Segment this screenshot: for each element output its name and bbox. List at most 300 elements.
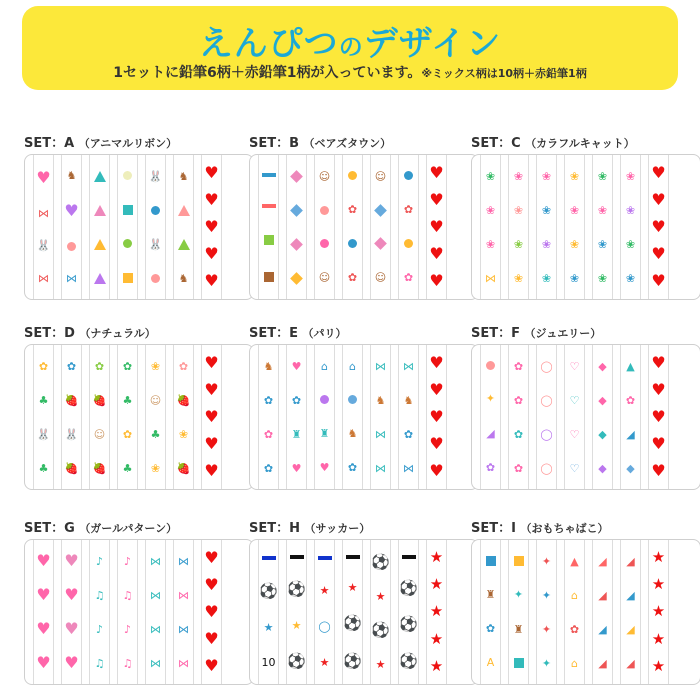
pencil-motif: ❀ (178, 427, 189, 441)
pencil-motif: ★ (319, 584, 330, 598)
pencil-motif: ♜ (319, 426, 330, 440)
pencil-motif: 🐰 (148, 170, 163, 183)
pencil (33, 345, 54, 489)
pencil-motif: ✦ (541, 622, 552, 636)
pencil-motif: ✿ (347, 461, 358, 475)
pencil-motif: ♥ (204, 629, 219, 649)
pencil-motif: ✿ (94, 359, 105, 373)
pencil-motif: ❀ (150, 461, 161, 475)
header-banner (22, 6, 678, 90)
pencil-motif (123, 273, 133, 283)
red-pencil (426, 345, 447, 489)
pencil-motif: ⋈ (403, 359, 414, 373)
pencil-motif (290, 170, 303, 183)
pencil-motif: ⚽ (399, 615, 418, 634)
pencil-motif: ♥ (429, 162, 444, 182)
pencil-motif: ♥ (36, 585, 51, 604)
pencil-motif: 🍓 (176, 461, 191, 475)
pencil-motif: ❀ (625, 271, 636, 285)
red-pencil (426, 540, 447, 684)
pencil (398, 155, 419, 299)
set-code: SET：G (24, 521, 80, 536)
pencil-motif: ♫ (94, 588, 105, 602)
pencil-set-f (471, 322, 700, 490)
pencil-motif: 10 (261, 656, 276, 670)
pencil-motif: ★ (429, 629, 444, 648)
pencil-motif: ★ (375, 589, 386, 603)
set-label (24, 517, 254, 537)
pencil-motif: ♥ (651, 162, 666, 182)
pencil-motif: ❀ (625, 169, 636, 183)
pencil-motif: 🐰 (36, 427, 51, 441)
pencil-motif: ⋈ (150, 656, 161, 670)
pencil-motif: ♥ (651, 244, 666, 264)
pencil-motif: ◢ (598, 656, 607, 670)
pencil-motif: ♞ (178, 271, 189, 285)
pencil-motif: ☺ (93, 427, 106, 441)
pencil (173, 345, 194, 489)
pencil-motif (320, 239, 329, 248)
set-code: SET：F (471, 326, 525, 341)
pencil-motif (123, 171, 132, 180)
subtitle (22, 62, 678, 82)
set-code: SET：H (249, 521, 305, 536)
set-name: （パリ） (302, 327, 347, 340)
pencil-motif: ✿ (347, 271, 358, 284)
pencil-motif: ♜ (485, 587, 496, 601)
pencil-motif: ⚽ (259, 581, 278, 600)
pencil (564, 345, 585, 489)
pencil (314, 345, 335, 489)
pencil-motif (178, 205, 190, 216)
pencil-motif: ✿ (403, 203, 414, 216)
pencil-set-i (471, 517, 700, 685)
pencil (286, 540, 307, 684)
pencil (564, 155, 585, 299)
pencil (536, 155, 557, 299)
set-code: SET：E (249, 326, 303, 341)
pencil-motif: ✿ (513, 461, 524, 475)
title-part-3: デザイン (363, 24, 502, 64)
set-name: （アニマルリボン） (78, 137, 178, 150)
pencil-motif: ❀ (625, 203, 636, 217)
pencil (564, 540, 585, 684)
pencil-motif: ⋈ (375, 461, 386, 475)
pencil-motif: ♥ (429, 461, 444, 481)
pencil-motif: ♥ (204, 656, 219, 676)
pencil-motif: ◢ (598, 554, 607, 568)
pencil-motif (262, 204, 276, 208)
pencil (145, 540, 166, 684)
pencil-set-b (249, 132, 479, 300)
set-label (471, 132, 700, 152)
title-part-2: の (338, 33, 364, 61)
pencil (258, 540, 279, 684)
pencil (480, 155, 501, 299)
pencil-motif: ❀ (513, 203, 524, 217)
pencil (592, 155, 613, 299)
pencil-motif: ⚽ (371, 620, 390, 639)
pencil-motif: ⌂ (349, 359, 356, 373)
pencil-motif (94, 205, 106, 216)
pencil-motif: 🍓 (176, 393, 191, 407)
red-pencil (201, 155, 222, 299)
pencil-motif: ♪ (123, 554, 132, 568)
pencil-motif: ✿ (122, 359, 133, 373)
pencil-motif: ⋈ (375, 359, 386, 373)
pencil-motif: ❀ (625, 237, 636, 251)
pencil-motif: ♡ (569, 427, 580, 441)
pencil-motif: ♥ (204, 574, 219, 594)
pencil-motif: ◢ (486, 426, 495, 440)
pencil-motif: ★ (429, 602, 444, 621)
pencil-motif (262, 556, 276, 560)
red-pencil (201, 345, 222, 489)
pencil-motif: ♪ (95, 622, 104, 636)
pencil-motif: ♥ (64, 201, 79, 221)
pencil-motif: ◯ (318, 619, 331, 633)
pencil-motif (402, 555, 416, 559)
pencil-motif: ◢ (626, 622, 635, 636)
pencil-motif: ♫ (122, 588, 133, 602)
pencil (314, 155, 335, 299)
pencil-motif: ✦ (513, 588, 524, 602)
pencil-motif: ❀ (513, 237, 524, 251)
pencil (173, 155, 194, 299)
pencil (258, 345, 279, 489)
pencil-motif: ✿ (263, 393, 274, 407)
pencil-motif: ✿ (569, 622, 580, 636)
pencil-motif (348, 239, 357, 248)
pencil (370, 540, 391, 684)
pencil-motif (486, 361, 495, 370)
pencil (370, 345, 391, 489)
pencil-motif: ⚽ (343, 651, 362, 670)
pencil-set-c (471, 132, 700, 300)
pencil-motif: ★ (651, 548, 666, 567)
pencil (508, 155, 529, 299)
pencil (89, 155, 110, 299)
pencil-motif: ◆ (598, 393, 607, 407)
pencil-motif: ★ (651, 602, 666, 621)
pencil (145, 345, 166, 489)
pencil (61, 155, 82, 299)
pencil-motif: ◯ (540, 461, 553, 475)
pencil-motif: ♪ (95, 554, 104, 568)
pencil-motif: ❀ (597, 169, 608, 183)
pencil (314, 540, 335, 684)
pencil-motif: ♣ (150, 427, 161, 441)
pencil (592, 540, 613, 684)
pencil-motif: 🍓 (64, 393, 79, 407)
pencil-motif: ★ (651, 575, 666, 594)
pencil-motif: ♥ (291, 359, 302, 373)
pencil-motif: ⋈ (178, 554, 189, 568)
pencil-motif: ❀ (597, 237, 608, 251)
set-code: SET：A (24, 136, 79, 151)
pencil-motif: ♥ (429, 189, 444, 209)
pencil-motif: ❀ (150, 359, 161, 373)
pencil-motif: ♥ (651, 379, 666, 399)
pencil-motif: ♥ (36, 653, 51, 672)
pencil-motif (67, 242, 76, 251)
pencil-motif: ♜ (291, 427, 302, 441)
pencil-motif: ♥ (36, 619, 51, 638)
pencil (342, 540, 363, 684)
pencil-image (249, 539, 479, 685)
set-name: （ガールパターン） (79, 522, 178, 535)
pencil-motif: 🍓 (92, 393, 107, 407)
pencil-motif (123, 239, 132, 248)
pencil-motif: ◢ (598, 588, 607, 602)
pencil (61, 540, 82, 684)
pencil-motif: ✿ (122, 427, 133, 441)
pencil-motif: ✿ (403, 271, 414, 284)
pencil-motif: 🐰 (36, 239, 51, 253)
pencil-motif: ❀ (597, 203, 608, 217)
pencil-motif: ❀ (485, 169, 496, 183)
pencil-image (249, 344, 479, 490)
set-label (24, 322, 254, 342)
pencil-motif: ✦ (541, 588, 552, 602)
pencil-motif (178, 239, 190, 250)
pencil (117, 155, 138, 299)
pencil-motif: ❀ (541, 169, 552, 183)
pencil-motif: ♥ (429, 216, 444, 236)
pencil (620, 155, 641, 299)
pencil-motif: ♫ (122, 656, 133, 670)
pencil-set-e (249, 322, 479, 490)
pencil-motif: ⋈ (375, 427, 386, 441)
pencil (536, 540, 557, 684)
pencil-motif: ♣ (122, 393, 133, 407)
pencil-motif: ◆ (598, 427, 607, 441)
pencil-image (471, 154, 700, 300)
pencil-motif: ⚽ (287, 651, 306, 670)
pencil-motif: ♜ (513, 622, 524, 636)
pencil-motif: ✦ (541, 554, 552, 568)
set-code: SET：B (249, 136, 304, 151)
pencil-motif (94, 273, 106, 284)
title-part-1: えんぴつ (198, 24, 339, 64)
pencil-motif: ❀ (541, 271, 552, 285)
pencil-image (24, 344, 254, 490)
pencil (342, 345, 363, 489)
pencil-motif: ♥ (64, 619, 79, 638)
pencil-motif: ✿ (513, 393, 524, 407)
pencil-motif: ♥ (429, 434, 444, 454)
pencil-motif: ✿ (513, 359, 524, 373)
red-pencil (201, 540, 222, 684)
pencil-image (471, 344, 700, 490)
pencil-motif: ⋈ (38, 272, 49, 286)
set-label (24, 132, 254, 152)
pencil-motif: ☺ (318, 271, 331, 284)
pencil-motif: ⚽ (399, 652, 418, 671)
pencil-motif: ☺ (374, 271, 387, 284)
pencil-motif: ❀ (569, 169, 580, 183)
pencil-motif (320, 206, 329, 215)
pencil-motif: ⚽ (399, 578, 418, 597)
pencil-motif: ❀ (485, 237, 496, 251)
pencil-motif (374, 204, 387, 217)
pencil-motif: ⋈ (150, 554, 161, 568)
pencil-motif: ♞ (375, 393, 386, 407)
pencil-motif: ♥ (204, 189, 219, 209)
pencil-motif (94, 239, 106, 250)
pencil-motif: ★ (319, 655, 330, 669)
pencil-motif: ❀ (569, 203, 580, 217)
pencil-motif: ✿ (263, 427, 274, 441)
pencil-motif (404, 171, 413, 180)
red-pencil (648, 345, 669, 489)
pencil-motif: ♥ (429, 244, 444, 264)
pencil-motif: ✿ (263, 461, 274, 475)
pencil-motif: ♡ (569, 359, 580, 373)
pencil-motif (290, 238, 303, 251)
pencil-motif: ♡ (569, 461, 580, 475)
pencil-set-d (24, 322, 254, 490)
pencil-motif: ♥ (204, 601, 219, 621)
pencil-motif: ⋈ (38, 206, 49, 220)
pencil-motif: ❀ (541, 237, 552, 251)
pencil-motif: ❀ (485, 203, 496, 217)
set-name: （ベアズタウン） (303, 137, 392, 150)
pencil-motif: ⚽ (287, 580, 306, 599)
pencil-motif: ♥ (204, 216, 219, 236)
pencil-image (24, 539, 254, 685)
pencil-motif: ♥ (204, 379, 219, 399)
pencil-motif: ◢ (626, 588, 635, 602)
pencil-motif: ♣ (122, 461, 133, 475)
set-code: SET：C (471, 136, 526, 151)
pencil-motif: ♥ (651, 434, 666, 454)
pencil-motif (318, 556, 332, 560)
pencil-motif: ✦ (541, 656, 552, 670)
pencil (33, 155, 54, 299)
pencil-motif: ❀ (513, 169, 524, 183)
pencil-motif: ◆ (626, 461, 635, 475)
pencil-motif: ♣ (38, 461, 49, 475)
set-label (471, 322, 700, 342)
pencil-motif: ♞ (347, 426, 358, 440)
pencil-motif: ⋈ (178, 588, 189, 602)
pencil-motif: ♥ (36, 167, 51, 187)
pencil-motif: ⋈ (178, 656, 189, 670)
pencil-motif: ◢ (626, 427, 635, 441)
pencil-motif: ♞ (178, 169, 189, 183)
pencil-motif: ♡ (569, 393, 580, 407)
set-name: （ナチュラル） (79, 327, 156, 340)
pencil-motif: ★ (291, 618, 302, 632)
pencil-motif: ☺ (318, 170, 331, 183)
pencil-motif (514, 556, 524, 566)
pencil-motif: ◯ (540, 359, 553, 373)
pencil-motif: ★ (347, 581, 358, 595)
pencil (342, 155, 363, 299)
pencil-motif: ★ (375, 657, 386, 671)
pencil (508, 540, 529, 684)
pencil-motif: ⋈ (178, 622, 189, 636)
pencil-motif (404, 239, 413, 248)
pencil-motif: 🐰 (64, 427, 79, 441)
pencil-motif: ◢ (598, 622, 607, 636)
pencil-motif (514, 658, 524, 668)
pencil-motif (151, 206, 160, 215)
pencil-motif: ♥ (204, 352, 219, 372)
pencil-motif: ♣ (38, 393, 49, 407)
pencil-motif: ♥ (64, 585, 79, 604)
pencil-motif: ⚽ (371, 552, 390, 571)
pencil-motif: 🍓 (92, 461, 107, 475)
pencil-set-h (249, 517, 479, 685)
pencil-motif (151, 274, 160, 283)
pencil-motif: ♥ (204, 271, 219, 291)
set-label (249, 132, 479, 152)
pencil-motif: ★ (429, 656, 444, 675)
pencil (173, 540, 194, 684)
pencil-motif: ⌂ (571, 656, 578, 670)
pencil-motif: A (486, 656, 495, 670)
pencil-motif: ◯ (540, 393, 553, 407)
pencil-motif: ✿ (485, 461, 496, 475)
pencil-motif: ✿ (485, 622, 496, 636)
pencil-motif: ✿ (513, 427, 524, 441)
pencil-motif: ♥ (204, 547, 219, 567)
pencil-set-a (24, 132, 254, 300)
pencil-motif: ⋈ (66, 271, 77, 285)
pencil-motif: ✿ (38, 359, 49, 373)
pencil-motif (290, 272, 303, 285)
pencil-motif: ◆ (598, 359, 607, 373)
set-name: （おもちゃばこ） (520, 522, 609, 535)
pencil-motif: ⌂ (321, 359, 328, 373)
pencil-motif: ♥ (64, 653, 79, 672)
pencil-motif: ♥ (651, 189, 666, 209)
set-code: SET：I (471, 521, 521, 536)
pencil-motif (94, 171, 106, 182)
pencil-motif: ⋈ (150, 622, 161, 636)
pencil-image (471, 539, 700, 685)
pencil-motif: ▲ (626, 359, 635, 373)
pencil-motif: ♥ (651, 406, 666, 426)
pencil-motif: ♞ (403, 393, 414, 407)
pencil-motif: ✿ (178, 359, 189, 373)
pencil-motif: ✿ (66, 359, 77, 373)
pencil-motif: ♥ (204, 434, 219, 454)
red-pencil (648, 155, 669, 299)
set-label (249, 517, 479, 537)
pencil-motif (348, 171, 357, 180)
pencil-motif: ♥ (204, 406, 219, 426)
pencil (89, 540, 110, 684)
pencil-motif: ★ (429, 548, 444, 567)
pencil-motif: ♞ (263, 359, 274, 373)
pencil-motif (123, 205, 133, 215)
pencil-motif: ◆ (598, 461, 607, 475)
pencil (398, 345, 419, 489)
pencil (480, 540, 501, 684)
pencil-image (249, 154, 479, 300)
pencil-motif (262, 173, 276, 177)
pencil-motif: ♥ (651, 216, 666, 236)
pencil-motif: ♥ (429, 271, 444, 291)
pencil-motif (320, 395, 329, 404)
pencil-motif: ♥ (429, 406, 444, 426)
pencil-motif: ⋈ (150, 588, 161, 602)
pencil (61, 345, 82, 489)
pencil-motif: ♥ (651, 271, 666, 291)
